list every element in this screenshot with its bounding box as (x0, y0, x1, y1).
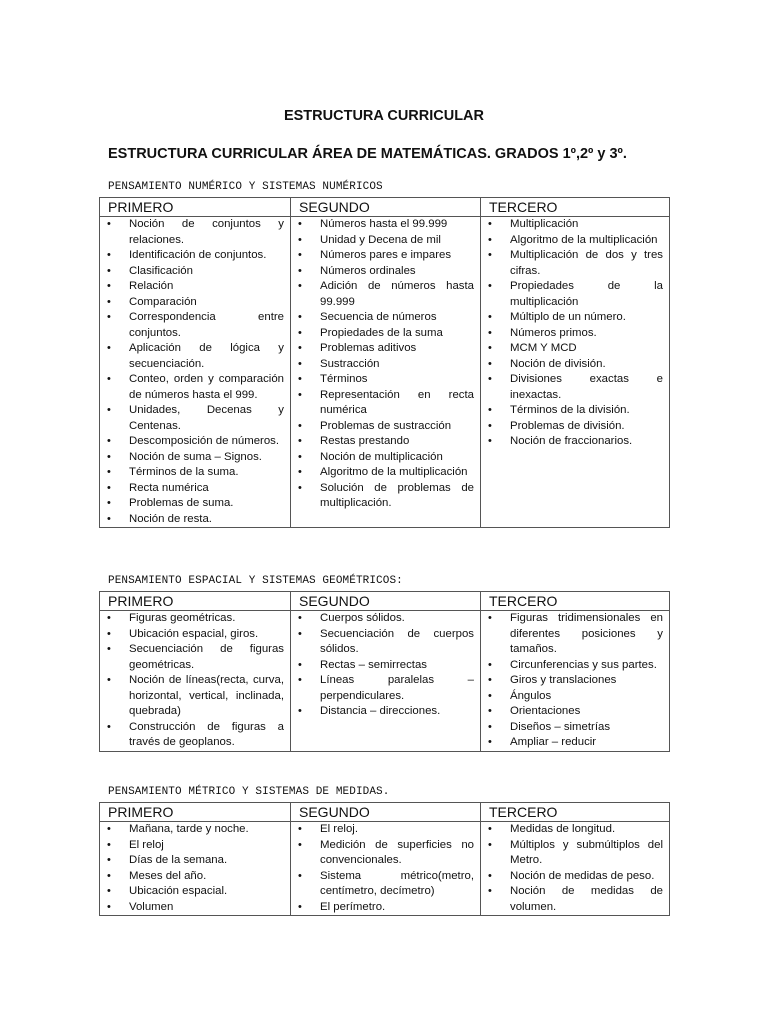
header-tercero: TERCERO (481, 803, 670, 822)
list-item: • Secuencia de números (291, 310, 480, 326)
list-item: • Diseños – simetrías (481, 720, 669, 736)
header-tercero: TERCERO (481, 198, 670, 217)
list-item: • Términos de la suma. (100, 465, 290, 481)
header-primero: PRIMERO (100, 198, 291, 217)
list-item: • Identificación de conjuntos. (100, 248, 290, 264)
header-primero: PRIMERO (100, 803, 291, 822)
list-item: • Múltiplo de un número. (481, 310, 669, 326)
list-item: • Meses del año. (100, 869, 290, 885)
list-item: • Divisiones exactas e inexactas. (481, 372, 669, 403)
list-item: • Noción de suma – Signos. (100, 450, 290, 466)
table-numerico (99, 197, 670, 528)
list-item: • Relación (100, 279, 290, 295)
list-item: • Secuenciación de figuras geométricas. (100, 642, 290, 673)
list-item: • Múltiplos y submúltiplos del Metro. (481, 838, 669, 869)
header-segundo: SEGUNDO (291, 198, 481, 217)
list-item: • Secuenciación de cuerpos sólidos. (291, 627, 480, 658)
list-item: • Adición de números hasta 99.999 (291, 279, 480, 310)
list-item: • Ángulos (481, 689, 669, 705)
section-label-numerico: PENSAMIENTO NUMÉRICO Y SISTEMAS NUMÉRICOS (108, 181, 383, 193)
list-item: • Noción de multiplicación (291, 450, 480, 466)
list-item: • Noción de conjuntos y relaciones. (100, 217, 290, 248)
list-item: • Representación en recta numérica (291, 388, 480, 419)
cell-primero (100, 217, 291, 528)
list-item: • Propiedades de la suma (291, 326, 480, 342)
list-item: • Mañana, tarde y noche. (100, 822, 290, 838)
list-item: • Sistema métrico(metro, centímetro, decímetro) (291, 869, 480, 900)
list-item: • Algoritmo de la multiplicación (481, 233, 669, 249)
section-label-metrico: PENSAMIENTO MÉTRICO Y SISTEMAS DE MEDIDAS. (108, 786, 390, 798)
header-primero: PRIMERO (100, 592, 291, 611)
list-item: • Conteo, orden y comparación de números hasta el 999. (100, 372, 290, 403)
list-item: • Ubicación espacial. (100, 884, 290, 900)
list-item: • Sustracción (291, 357, 480, 373)
list-item: • Ubicación espacial, giros. (100, 627, 290, 643)
list-item: • Propiedades de la multiplicación (481, 279, 669, 310)
list-item: • Números pares e impares (291, 248, 480, 264)
cell-segundo (291, 822, 481, 916)
cell-tercero (481, 217, 670, 528)
cell-segundo (291, 217, 481, 528)
list-item: • Multiplicación (481, 217, 669, 233)
list-item: • Problemas de división. (481, 419, 669, 435)
list-item: • Líneas paralelas – perpendiculares. (291, 673, 480, 704)
list-item: • El reloj. (291, 822, 480, 838)
list-item: • Aplicación de lógica y secuenciación. (100, 341, 290, 372)
list-item: • Problemas aditivos (291, 341, 480, 357)
cell-tercero (481, 611, 670, 752)
table-metrico (99, 802, 670, 916)
list-item: • Correspondencia entre conjuntos. (100, 310, 290, 341)
cell-primero (100, 611, 291, 752)
table-espacial (99, 591, 670, 752)
list-item: • Recta numérica (100, 481, 290, 497)
page-subtitle: ESTRUCTURA CURRICULAR ÁREA DE MATEMÁTICAS. GRADOS 1º,2º y 3º. (108, 146, 627, 162)
list-item: • Rectas – semirrectas (291, 658, 480, 674)
list-item: • Noción de resta. (100, 512, 290, 528)
list-item: • Noción de líneas(recta, curva, horizontal, vertical, inclinada, quebrada) (100, 673, 290, 720)
list-item: • Multiplicación de dos y tres cifras. (481, 248, 669, 279)
list-item: • Ampliar – reducir (481, 735, 669, 751)
list-item: • Noción de medidas de peso. (481, 869, 669, 885)
list-item: • Medición de superficies no convencionales. (291, 838, 480, 869)
list-item: • Descomposición de números. (100, 434, 290, 450)
page-title: ESTRUCTURA CURRICULAR (283, 108, 485, 124)
list-item: • Giros y translaciones (481, 673, 669, 689)
list-item: • Orientaciones (481, 704, 669, 720)
list-item: • Figuras geométricas. (100, 611, 290, 627)
list-item: • Restas prestando (291, 434, 480, 450)
list-item: • Distancia – direcciones. (291, 704, 480, 720)
list-item: • Noción de división. (481, 357, 669, 373)
list-item: • El perímetro. (291, 900, 480, 916)
cell-segundo (291, 611, 481, 752)
list-item: • Cuerpos sólidos. (291, 611, 480, 627)
list-item: • Problemas de suma. (100, 496, 290, 512)
list-item: • Clasificación (100, 264, 290, 280)
list-item: • Medidas de longitud. (481, 822, 669, 838)
list-item: • Noción de medidas de volumen. (481, 884, 669, 915)
list-item: • Problemas de sustracción (291, 419, 480, 435)
section-label-espacial: PENSAMIENTO ESPACIAL Y SISTEMAS GEOMÉTRICOS: (108, 575, 403, 587)
list-item: • Números hasta el 99.999 (291, 217, 480, 233)
list-item: • Noción de fraccionarios. (481, 434, 669, 450)
list-item: • Volumen (100, 900, 290, 916)
list-item: • Números ordinales (291, 264, 480, 280)
list-item: • Solución de problemas de multiplicación. (291, 481, 480, 512)
cell-tercero (481, 822, 670, 916)
list-item: • Días de la semana. (100, 853, 290, 869)
list-item: • Circunferencias y sus partes. (481, 658, 669, 674)
header-tercero: TERCERO (481, 592, 670, 611)
header-segundo: SEGUNDO (291, 592, 481, 611)
list-item: • Términos (291, 372, 480, 388)
cell-primero (100, 822, 291, 916)
header-segundo: SEGUNDO (291, 803, 481, 822)
list-item: • Figuras tridimensionales en diferentes posiciones y tamaños. (481, 611, 669, 658)
list-item: • MCM Y MCD (481, 341, 669, 357)
list-item: • Unidad y Decena de mil (291, 233, 480, 249)
list-item: • Unidades, Decenas y Centenas. (100, 403, 290, 434)
list-item: • Comparación (100, 295, 290, 311)
list-item: • El reloj (100, 838, 290, 854)
list-item: • Algoritmo de la multiplicación (291, 465, 480, 481)
list-item: • Términos de la división. (481, 403, 669, 419)
list-item: • Números primos. (481, 326, 669, 342)
list-item: • Construcción de figuras a través de geoplanos. (100, 720, 290, 751)
